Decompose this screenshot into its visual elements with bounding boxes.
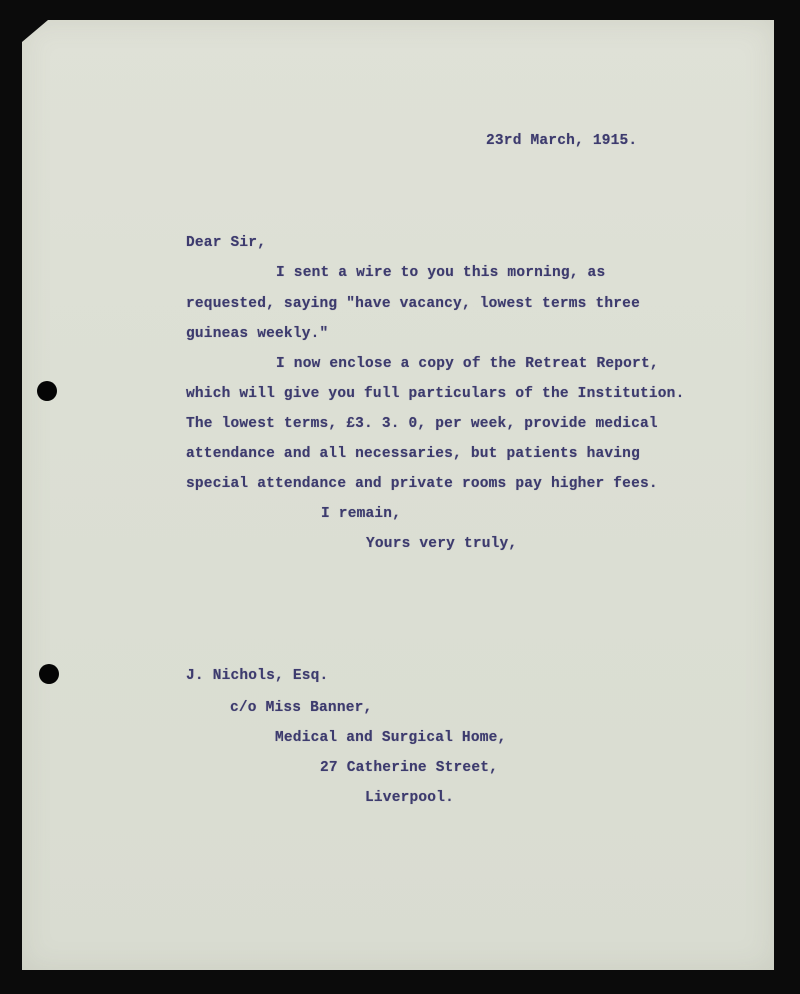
body-line: guineas weekly.": [186, 326, 329, 342]
punch-hole-upper: [37, 381, 57, 401]
salutation: Dear Sir,: [186, 235, 267, 251]
body-line: attendance and all necessaries, but patients having: [186, 446, 640, 462]
recipient-address-line: 27 Catherine Street,: [320, 760, 499, 776]
recipient-address-line: Liverpool.: [365, 790, 455, 806]
body-line: I now enclose a copy of the Retreat Report,: [276, 356, 659, 372]
recipient-address-line: c/o Miss Banner,: [230, 700, 373, 716]
closing-signoff: Yours very truly,: [366, 536, 518, 552]
punch-hole-lower: [39, 664, 59, 684]
body-line: which will give you full particulars of the Institution.: [186, 386, 685, 402]
closing-remain: I remain,: [321, 506, 402, 522]
recipient-name: J. Nichols, Esq.: [186, 668, 329, 684]
body-line: The lowest terms, £3. 3. 0, per week, provide medical: [186, 416, 658, 432]
body-line: requested, saying "have vacancy, lowest terms three: [186, 296, 640, 312]
body-line: I sent a wire to you this morning, as: [276, 265, 606, 281]
recipient-address-line: Medical and Surgical Home,: [275, 730, 507, 746]
letter-date: 23rd March, 1915.: [486, 133, 638, 149]
body-line: special attendance and private rooms pay higher fees.: [186, 476, 658, 492]
letter-page: [22, 20, 774, 970]
